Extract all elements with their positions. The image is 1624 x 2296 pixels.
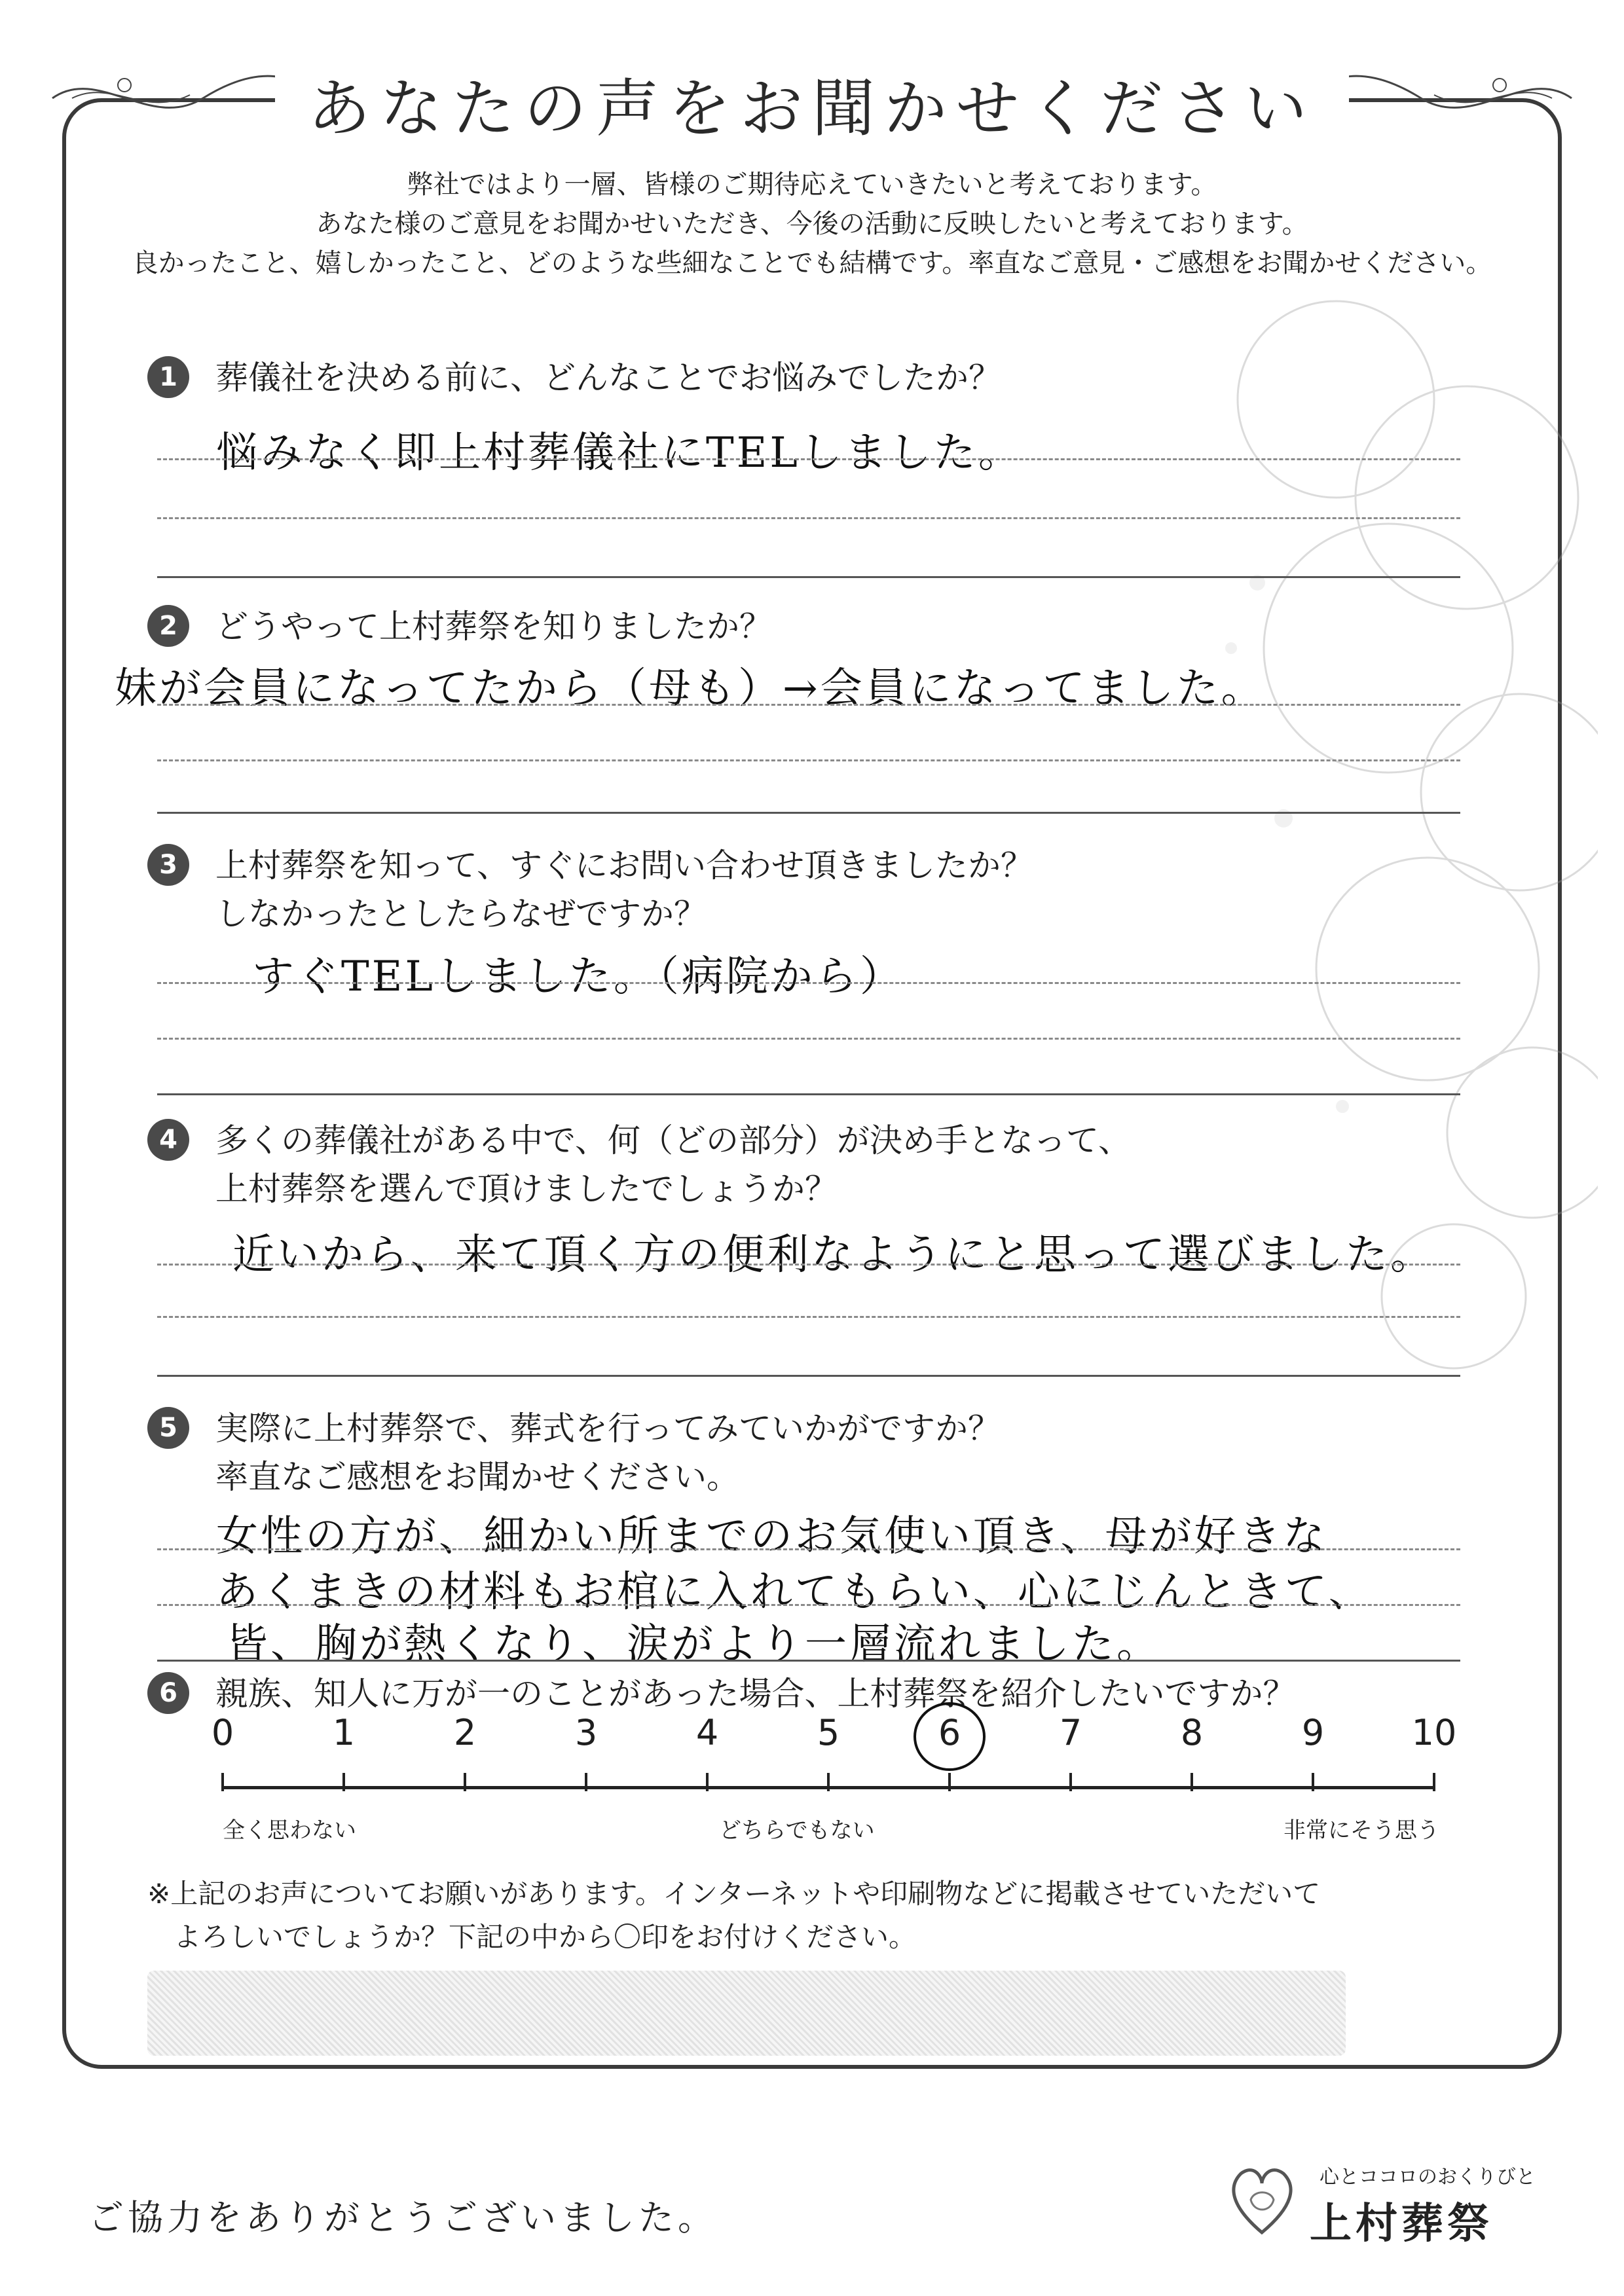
- question-4: [147, 1116, 1131, 1213]
- rating-label-mid: どちらでもない: [719, 1817, 875, 1844]
- question-text: 親族、知人に万が一のことがあった場合、上村葬祭を紹介したいですか？: [215, 1675, 1296, 1713]
- section-divider: [157, 812, 1460, 814]
- section-divider: [157, 1093, 1460, 1095]
- rating-tick: [1069, 1773, 1072, 1791]
- question-3: [147, 841, 1033, 938]
- rating-number-10[interactable]: 10: [1411, 1712, 1457, 1753]
- intro-line: あなた様のご意見をお聞かせいただき、今後の活動に反映したいと考えております。: [316, 209, 1308, 239]
- question-text: 上村葬祭を選んで頂けましたでしょうか？: [215, 1170, 838, 1208]
- answer-line: [157, 517, 1460, 519]
- answer-1-handwritten: 悩みなく即上村葬儀社にTELしました。: [216, 429, 1023, 477]
- rating-number-8[interactable]: 8: [1180, 1712, 1204, 1753]
- rating-tick: [948, 1773, 951, 1791]
- section-divider: [157, 1375, 1460, 1377]
- question-text: しなかったとしたらなぜですか？: [215, 895, 707, 933]
- answer-5-handwritten-line: 女性の方が、細かい所までのお気使い頂き、母が好きな: [216, 1512, 1328, 1561]
- rating-tick: [1312, 1773, 1314, 1791]
- question-text: 多くの葬儀社がある中で、何（どの部分）が決め手となって、: [215, 1121, 1131, 1159]
- rating-tick: [464, 1773, 466, 1791]
- note-line: よろしいでしょうか？下記の中から〇印をお付けください。: [174, 1921, 917, 1953]
- logo-name: 上村葬祭: [1310, 2200, 1493, 2248]
- question-1: [147, 354, 1001, 402]
- question-number-badge: 1: [147, 356, 189, 398]
- answer-line: [157, 458, 1460, 460]
- redacted-area: [147, 1971, 1346, 2056]
- intro-line: 弊社ではより一層、皆様のご期待応えていきたいと考えております。: [407, 170, 1217, 200]
- page-title: あなたの声をお聞かせください: [275, 59, 1349, 149]
- answer-line: [157, 704, 1460, 706]
- selected-rating-circle: [913, 1702, 986, 1771]
- rating-tick: [706, 1773, 709, 1791]
- rating-tick: [221, 1773, 224, 1791]
- question-5: [147, 1404, 1001, 1501]
- section-divider: [157, 576, 1460, 578]
- heart-logo-icon: [1225, 2160, 1300, 2239]
- answer-5-handwritten-line: 皆、胸が熱くなり、涙がより一層流れました。: [226, 1620, 1161, 1669]
- rating-number-3[interactable]: 3: [574, 1712, 598, 1753]
- rating-number-1[interactable]: 1: [332, 1712, 356, 1753]
- rating-number-4[interactable]: 4: [695, 1712, 719, 1753]
- answer-line: [157, 1316, 1460, 1318]
- rating-number-6[interactable]: 6: [938, 1712, 961, 1753]
- question-number-badge: 2: [147, 605, 189, 647]
- answer-line: [157, 759, 1460, 761]
- rating-number-7[interactable]: 7: [1059, 1712, 1082, 1753]
- question-text: どうやって上村葬祭を知りましたか？: [215, 608, 772, 646]
- rating-tick: [1433, 1773, 1435, 1791]
- answer-line: [157, 982, 1460, 984]
- answer-line: [157, 1264, 1460, 1266]
- question-number-badge: 5: [147, 1407, 189, 1449]
- question-number-badge: 4: [147, 1119, 189, 1161]
- answer-line: [157, 1604, 1460, 1606]
- logo-tagline: 心とココロのおくりびと: [1320, 2166, 1536, 2189]
- section-divider: [157, 1660, 1460, 1662]
- note-line: ※上記のお声についてお願いがあります。インターネットや印刷物などに掲載させていただいて: [147, 1878, 1321, 1910]
- question-text: 上村葬祭を知って、すぐにお問い合わせ頂きましたか？: [215, 847, 1033, 884]
- question-number-badge: 3: [147, 844, 189, 886]
- answer-5-handwritten-line: あくまきの材料もお棺に入れてもらい、心にじんときて、: [216, 1568, 1373, 1616]
- rating-tick: [585, 1773, 587, 1791]
- answer-4-handwritten: 近いから、来て頂く方の便利なようにと思って選びました。: [232, 1231, 1435, 1279]
- answer-2-handwritten: 妹が会員になってたから（母も）→会員になってました。: [115, 665, 1266, 713]
- question-text: 率直なご感想をお聞かせください。: [215, 1458, 739, 1496]
- rating-number-5[interactable]: 5: [817, 1712, 840, 1753]
- rating-number-0[interactable]: 0: [211, 1712, 234, 1753]
- rating-tick: [1190, 1773, 1193, 1791]
- question-6: [147, 1669, 1296, 1718]
- rating-tick: [827, 1773, 830, 1791]
- answer-line: [157, 1548, 1460, 1550]
- thank-you-text: ご協力をありがとうございました。: [88, 2197, 717, 2238]
- intro-text: [98, 165, 1526, 283]
- title-area: [0, 38, 1624, 169]
- answer-3-handwritten: すぐTELしました。（病院から）: [252, 953, 904, 1001]
- answer-line: [157, 1038, 1460, 1040]
- rating-number-9[interactable]: 9: [1301, 1712, 1325, 1753]
- question-2: [147, 602, 772, 651]
- question-text: 葬儀社を決める前に、どんなことでお悩みでしたか？: [215, 359, 1001, 397]
- rating-number-2[interactable]: 2: [453, 1712, 477, 1753]
- publication-note: [147, 1872, 1320, 1959]
- rating-label-high: 非常にそう思う: [1283, 1817, 1439, 1844]
- question-number-badge: 6: [147, 1672, 189, 1714]
- intro-line: 良かったこと、嬉しかったこと、どのような些細なことでも結構です。率直なご意見・ご感想をお聞かせください。: [132, 248, 1492, 278]
- rating-label-low: 全く思わない: [223, 1817, 356, 1844]
- rating-tick: [342, 1773, 345, 1791]
- question-text: 実際に上村葬祭で、葬式を行ってみていかがですか？: [215, 1410, 1001, 1448]
